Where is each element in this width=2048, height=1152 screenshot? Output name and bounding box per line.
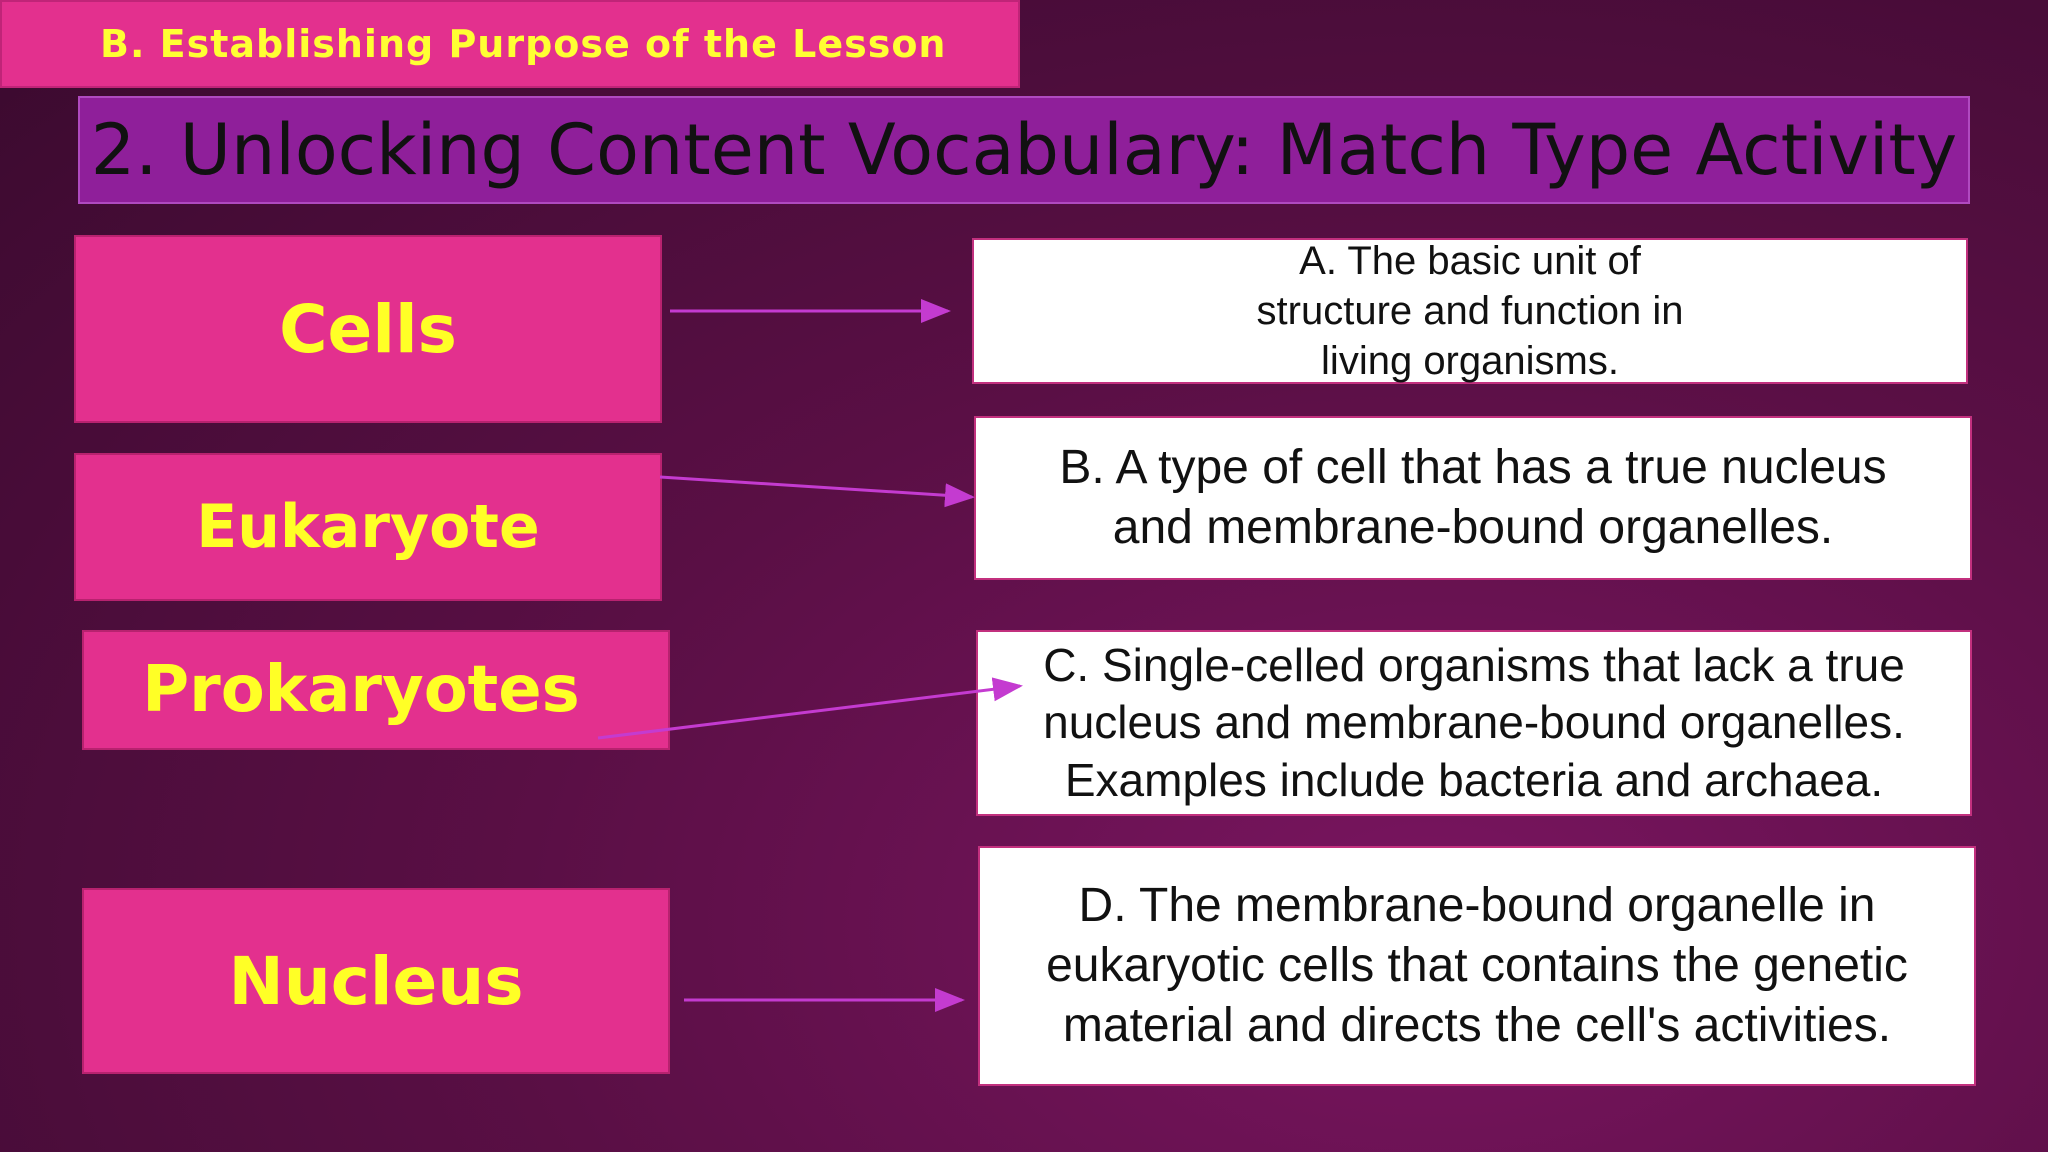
arrow-prokaryotes-to-c bbox=[598, 686, 1020, 738]
slide-title: 2. Unlocking Content Vocabulary: Match Type Activity bbox=[90, 109, 1958, 191]
definition-text: D. The membrane-bound organelle in eukaryotic cells that contains the genetic material and directs the cell's activities. bbox=[1046, 879, 1908, 1052]
arrow-eukaryote-to-b bbox=[660, 477, 972, 497]
definition-text: C. Single-celled organisms that lack a true nucleus and membrane-bound organelles. Examples include bacteria and archaea. bbox=[1043, 638, 1905, 806]
term-label: Nucleus bbox=[228, 942, 524, 1020]
term-label: Prokaryotes bbox=[142, 653, 580, 727]
section-label: B. Establishing Purpose of the Lesson bbox=[100, 22, 947, 66]
term-label: Eukaryote bbox=[196, 492, 540, 562]
term-label: Cells bbox=[279, 290, 457, 368]
definition-text: B. A type of cell that has a true nucleus and membrane-bound organelles. bbox=[1059, 441, 1887, 554]
definition-text: A. The basic unit of structure and function in living organisms. bbox=[1256, 239, 1684, 383]
